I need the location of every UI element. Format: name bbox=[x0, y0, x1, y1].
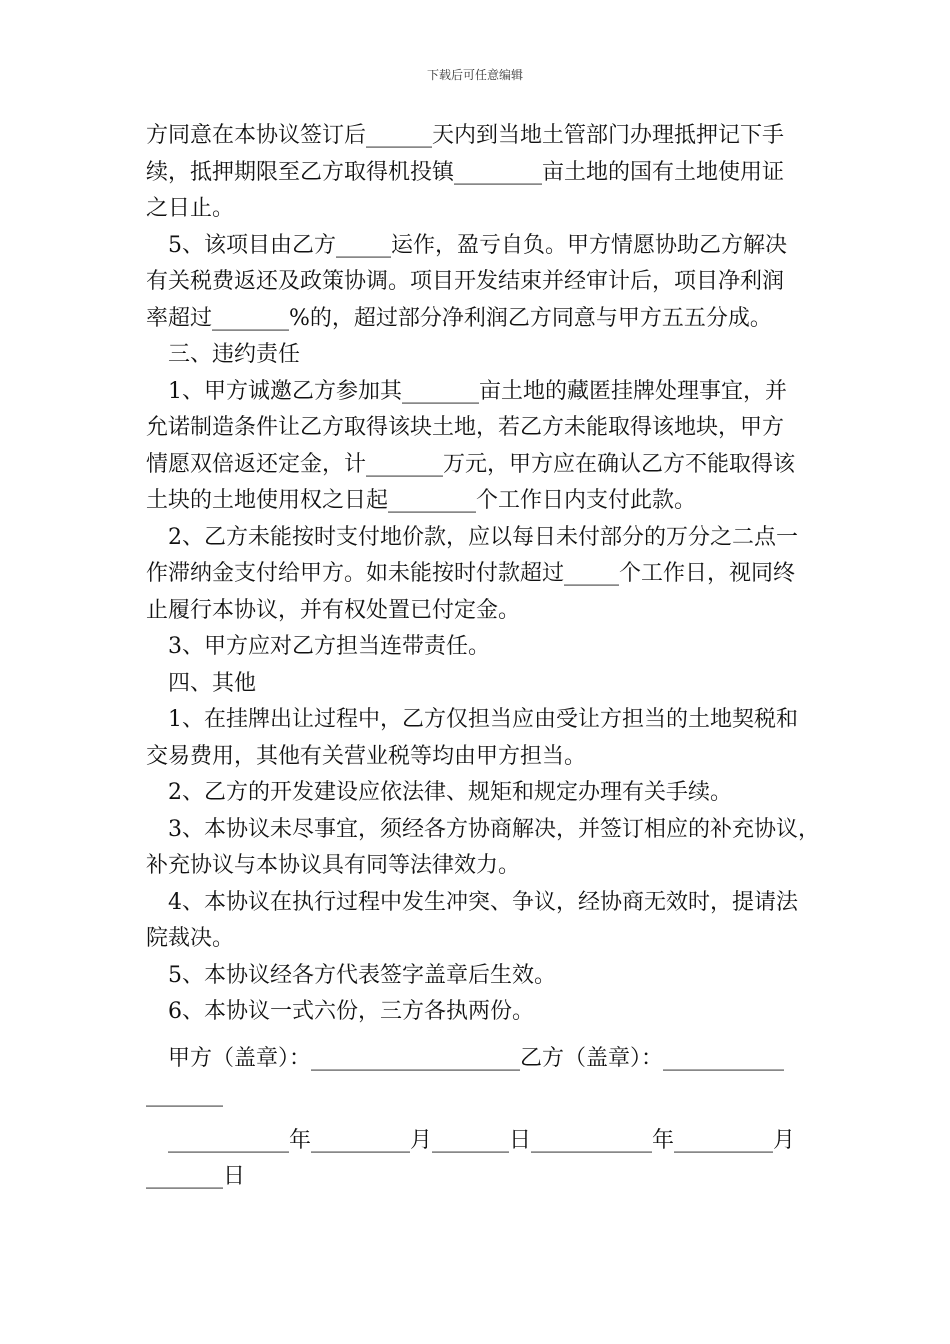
text-line: 率超过_______%的，超过部分净利润乙方同意与甲方五五分成。 bbox=[146, 305, 772, 331]
text-line: 情愿双倍返还定金，计_______万元，甲方应在确认乙方不能取得该 bbox=[146, 451, 796, 477]
text-line: 止履行本协议，并有权处置已付定金。 bbox=[146, 597, 521, 623]
text-line: 允诺制造条件让乙方取得该块土地，若乙方未能取得该地块，甲方 bbox=[146, 415, 785, 440]
text-line: 6、本协议一式六份，三方各执两份。 bbox=[168, 999, 534, 1024]
signature-party-line: 甲方（盖章）：___________________乙方（盖章）：___________ bbox=[168, 1045, 785, 1071]
text-line: 补充协议与本协议具有同等法律效力。 bbox=[146, 853, 521, 878]
spacer bbox=[146, 1031, 816, 1041]
text-line: 3、本协议未尽事宜，须经各方协商解决，并签订相应的补充协议， bbox=[168, 816, 820, 842]
spacer bbox=[146, 1113, 816, 1123]
text-line: 1、甲方诚邀乙方参加其_______亩土地的藏匿挂牌处理事宜，并 bbox=[168, 378, 787, 404]
page-header: 下载后可任意编辑 bbox=[426, 68, 523, 82]
text-line: 交易费用，其他有关营业税等均由甲方担当。 bbox=[146, 743, 587, 769]
text-line: 三、违约责任 bbox=[168, 342, 301, 367]
document-body bbox=[146, 118, 820, 1195]
text-line: 续，抵押期限至乙方取得机投镇________亩土地的国有土地使用证 bbox=[146, 159, 785, 185]
text-line: 2、乙方未能按时支付地价款，应以每日未付部分的万分之二点一 bbox=[168, 524, 798, 550]
text-line: 1、在挂牌出让过程中，乙方仅担当应由受让方担当的土地契税和 bbox=[168, 707, 798, 732]
text-line: 之日止。 bbox=[146, 196, 235, 221]
text-line: 3、甲方应对乙方担当连带责任。 bbox=[168, 634, 490, 659]
text-line: 作滞纳金支付给甲方。如未能按时付款超过_____个工作日，视同终 bbox=[146, 561, 796, 586]
date-continuation: _______日 bbox=[146, 1163, 246, 1189]
paragraph-lines bbox=[146, 118, 820, 1031]
date-line: ___________年_________月_______日___________年_________月 bbox=[168, 1127, 796, 1153]
text-line: 有关税费返还及政策协调。项目开发结束并经审计后，项目净利润 bbox=[146, 269, 785, 294]
text-line: 四、其他 bbox=[168, 670, 257, 696]
text-line: 院裁决。 bbox=[146, 926, 235, 951]
text-line: 方同意在本协议签订后______天内到当地土管部门办理抵押记下手 bbox=[146, 123, 785, 148]
text-line: 5、该项目由乙方_____运作，盈亏自负。甲方情愿协助乙方解决 bbox=[168, 232, 787, 258]
signature-continuation: _______ bbox=[146, 1081, 223, 1107]
text-line: 土块的土地使用权之日起________个工作日内支付此款。 bbox=[146, 488, 697, 513]
text-line: 5、本协议经各方代表签字盖章后生效。 bbox=[168, 962, 556, 988]
text-line: 2、乙方的开发建设应依法律、规矩和规定办理有关手续。 bbox=[168, 780, 732, 805]
text-line: 4、本协议在执行过程中发生冲突、争议，经协商无效时，提请法 bbox=[168, 889, 798, 915]
